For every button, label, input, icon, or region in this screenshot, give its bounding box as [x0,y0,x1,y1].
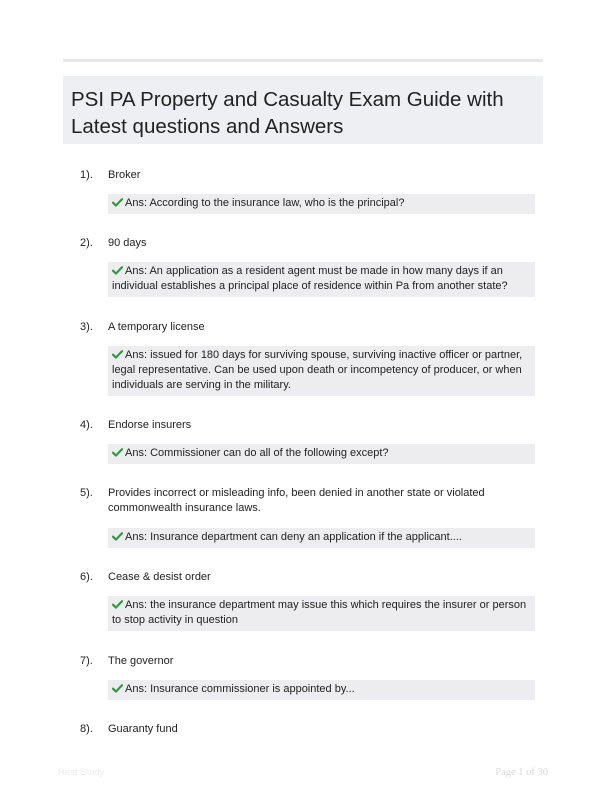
title-box [63,76,543,144]
answer-box [108,194,535,214]
answer-text: Ans: Insurance department can deny an application if the applicant.... [125,531,462,543]
answer-text: Ans: According to the insurance law, who is the principal? [125,197,405,209]
answer-text: Ans: issued for 180 days for surviving spouse, surviving inactive officer or partner, legal representative. Can be used upon death or incompetency of producer, or when individuals are serving in the military. [112,349,523,391]
item-question: 90 days [108,237,147,249]
item-question: The governor [108,655,174,667]
item-question: Broker [108,169,141,181]
item-number: 7). [80,655,93,667]
check-icon [112,266,123,275]
footer-watermark: Rest Study [58,767,105,778]
item-number: 2). [80,237,93,249]
check-icon [112,198,123,207]
item-question: Guaranty fund [108,723,178,735]
item-question: Provides incorrect or misleading info, been denied in another state or violated commonwealth insurance laws. [108,487,485,514]
check-icon [112,448,123,457]
item-question: Cease & desist order [108,571,211,583]
item-question: A temporary license [108,321,205,333]
item-number: 5). [80,487,93,499]
check-icon [112,532,123,541]
check-icon [112,350,123,359]
answer-box [108,262,535,297]
answer-box [108,596,535,631]
answer-box [108,444,535,464]
check-icon [112,684,123,693]
page-number: Page 1 of 30 [495,767,548,778]
item-question: Endorse insurers [108,419,192,431]
answer-box [108,346,535,396]
answer-box [108,528,535,548]
check-icon [112,600,123,609]
top-rule [63,59,543,62]
item-number: 4). [80,419,93,431]
page-title: PSI PA Property and Casualty Exam Guide with Latest questions and Answers [71,88,504,138]
item-number: 1). [80,169,93,181]
answer-text: Ans: the insurance department may issue this which requires the insurer or person to stop activity in question [112,599,527,626]
answer-text: Ans: An application as a resident agent must be made in how many days if an individual establishes a principal place of residence within Pa from another state? [112,265,508,292]
answer-box [108,680,535,700]
item-number: 3). [80,321,93,333]
answer-text: Ans: Insurance commissioner is appointed by... [125,683,355,695]
answer-text: Ans: Commissioner can do all of the following except? [125,447,389,459]
item-number: 6). [80,571,93,583]
item-number: 8). [80,723,93,735]
